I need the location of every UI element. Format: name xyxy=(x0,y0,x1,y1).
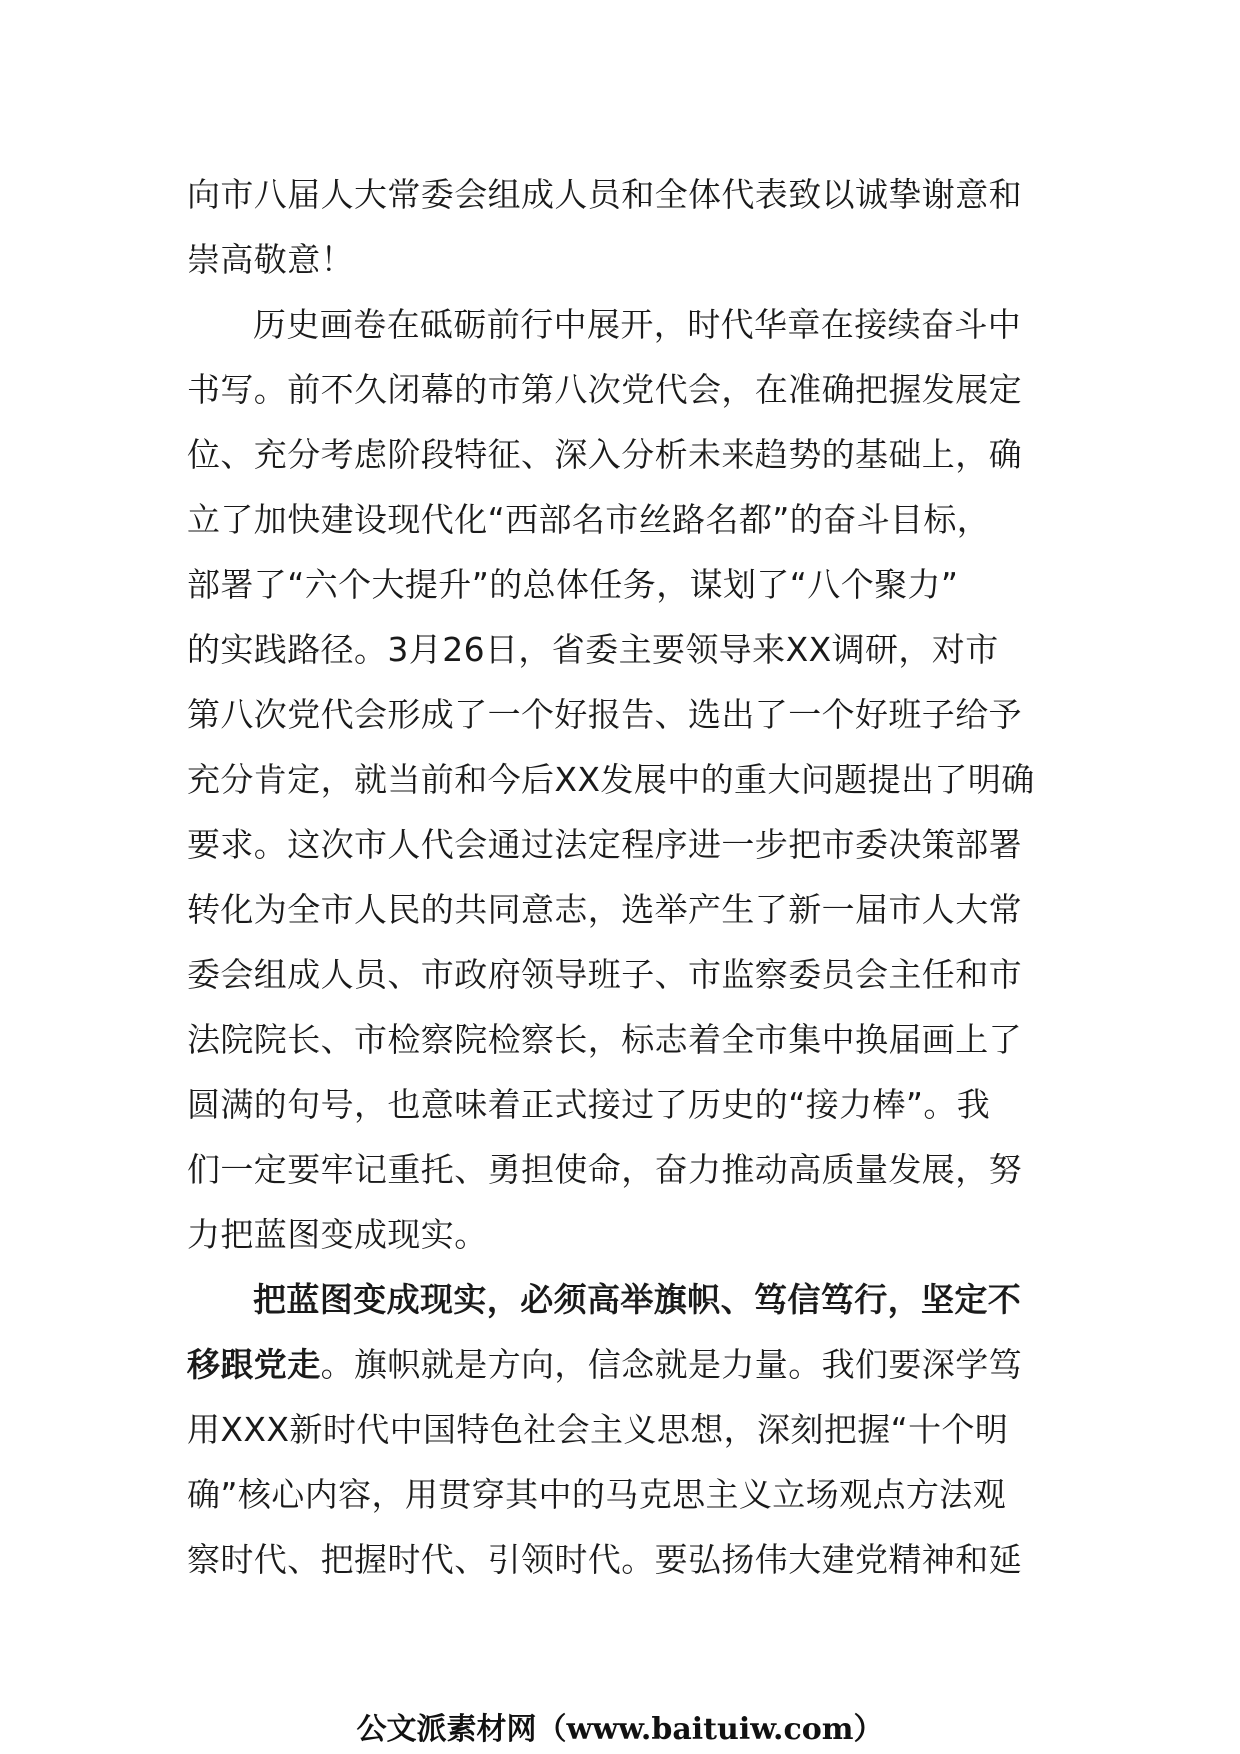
text-line: 察时代、把握时代、引领时代。要弘扬伟大建党精神和延 xyxy=(187,1540,1022,1579)
paragraph-1 xyxy=(187,162,1055,292)
text-line: 崇高敬意！ xyxy=(187,240,354,279)
text-line: 确”核心内容，用贯穿其中的马克思主义立场观点方法观 xyxy=(187,1475,1007,1514)
text-line: 的实践路径。3月26日，省委主要领导来XX调研，对市 xyxy=(187,630,999,669)
text-span: 。旗帜就是方向，信念就是力量。我们要深学笃 xyxy=(320,1345,1023,1384)
text-line: 转化为全市人民的共同意志，选举产生了新一届市人大常 xyxy=(187,890,1022,929)
bold-heading-line: 把蓝图变成现实，必须高举旗帜、笃信笃行，坚定不 xyxy=(253,1280,1022,1319)
text-line: 充分肯定，就当前和今后XX发展中的重大问题提出了明确 xyxy=(187,760,1035,799)
text-line: 要求。这次市人代会通过法定程序进一步把市委决策部署 xyxy=(187,825,1022,864)
text-line: 立了加快建设现代化“西部名市丝路名都”的奋斗目标， xyxy=(187,500,991,539)
text-line: 法院院长、市检察院检察长，标志着全市集中换届画上了 xyxy=(187,1020,1022,1059)
text-line: 历史画卷在砥砺前行中展开，时代华章在接续奋斗中 xyxy=(253,305,1022,344)
document-body xyxy=(187,162,1055,1592)
bold-heading-end: 移跟党走 xyxy=(187,1345,321,1384)
text-line: 圆满的句号，也意味着正式接过了历史的“接力棒”。我 xyxy=(187,1085,991,1124)
text-line: 部署了“六个大提升”的总体任务，谋划了“八个聚力” xyxy=(187,565,959,604)
text-line: 向市八届人大常委会组成人员和全体代表致以诚挚谢意和 xyxy=(187,175,1022,214)
footer-watermark: 公文派素材网（www.baituiw.com） xyxy=(356,1712,884,1747)
text-line: 位、充分考虑阶段特征、深入分析未来趋势的基础上，确 xyxy=(187,435,1022,474)
text-line: 用XXX新时代中国特色社会主义思想，深刻把握“十个明 xyxy=(187,1410,1009,1449)
paragraph-3 xyxy=(187,1267,1055,1592)
paragraph-2 xyxy=(187,292,1055,1267)
text-line: 力把蓝图变成现实。 xyxy=(187,1215,488,1254)
text-line xyxy=(187,1332,1055,1397)
text-line: 们一定要牢记重托、勇担使命，奋力推动高质量发展，努 xyxy=(187,1150,1022,1189)
text-line: 第八次党代会形成了一个好报告、选出了一个好班子给予 xyxy=(187,695,1022,734)
text-line: 委会组成人员、市政府领导班子、市监察委员会主任和市 xyxy=(187,955,1022,994)
text-line: 书写。前不久闭幕的市第八次党代会，在准确把握发展定 xyxy=(187,370,1022,409)
